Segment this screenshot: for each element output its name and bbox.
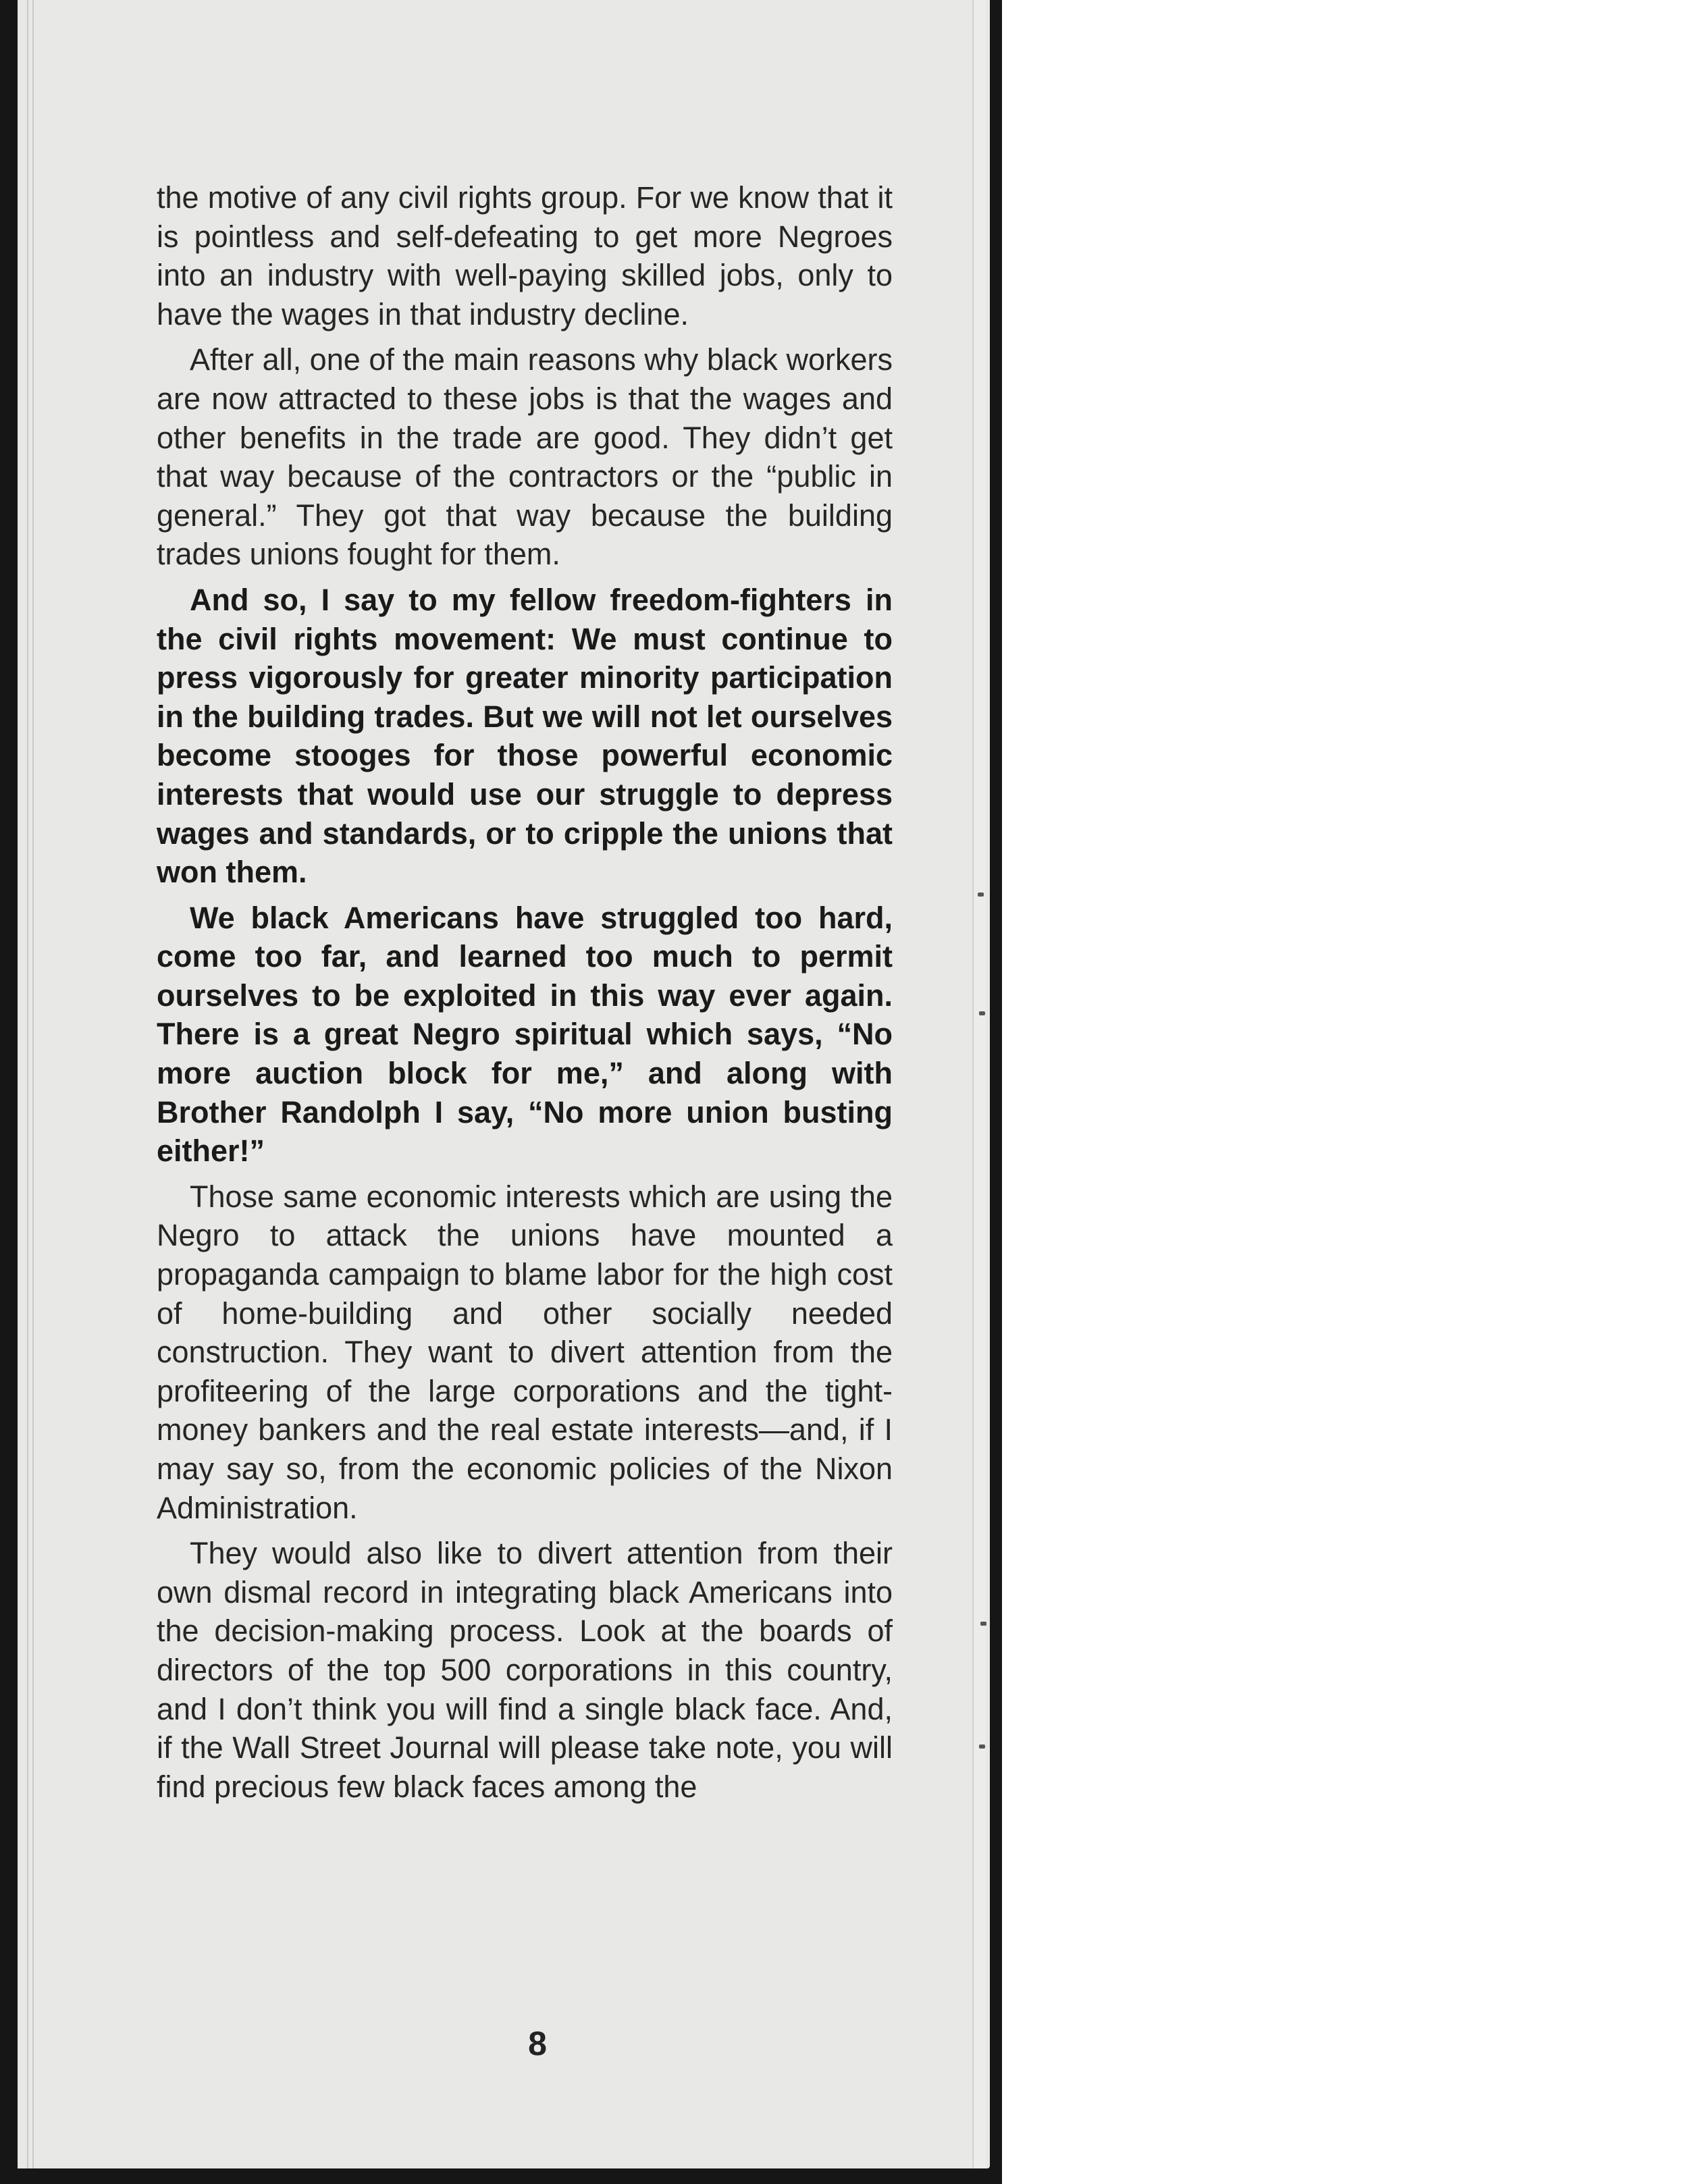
staple-mark xyxy=(978,893,984,897)
paragraph-2: After all, one of the main reasons why black workers are now attracted to these jobs is that the wages and other benefits in the trade are good. They didn’t get that way because of the contractors or the “public in general.” They got that way because the building trades unions fought for them. xyxy=(157,342,893,572)
paragraph-5: Those same economic interests which are using the Negro to attack the unions have mounted a propaganda campaign to blame labor for the high cost of home-building and other socially needed construction. They want to divert attention from the profiteering of the large corporations and the tight-money bankers and the real estate interests—and, if I may say so, from the economic policies of the Nixon Administration. xyxy=(157,1179,893,1525)
paragraph-4-bold: We black Americans have struggled too hard, come too far, and learned too much to permit ourselves to be exploited in this way ever again. There is a great Negro spiritual which says, “No more auction block for me,” and along with Brother Randolph I say, “No more union busting either!” xyxy=(157,900,893,1169)
booklet-page xyxy=(18,0,990,2168)
next-page-edge xyxy=(972,0,986,2168)
paragraph-1: the motive of any civil rights group. For we know that it is pointless and self-defeating to get more Negroes into an industry with well-paying skilled jobs, only to have the wages in that industry decline. xyxy=(157,180,893,331)
body-text xyxy=(157,178,893,1813)
staple-mark xyxy=(979,1011,985,1015)
staple-mark xyxy=(979,1744,985,1749)
paragraph-6: They would also like to divert attention from their own dismal record in integrating black Americans into the decision-making process. Look at the boards of directors of the top 500 corporations in this country, and I don’t think you will find a single black face. And, if the Wall Street Journal will please take note, you will find precious few black faces among the xyxy=(157,1536,893,1804)
spine-fold-line xyxy=(27,0,28,2168)
spine-fold-line xyxy=(32,0,34,2168)
page-number: 8 xyxy=(528,2025,547,2062)
paragraph-3-bold: And so, I say to my fellow freedom-fighters in the civil rights movement: We must continue to press vigorously for greater minority participation in the building trades. But we will not let ourselves become stooges for those powerful economic interests that would use our struggle to depress wages and standards, or to cripple the unions that won them. xyxy=(157,582,893,890)
staple-mark xyxy=(980,1622,986,1626)
